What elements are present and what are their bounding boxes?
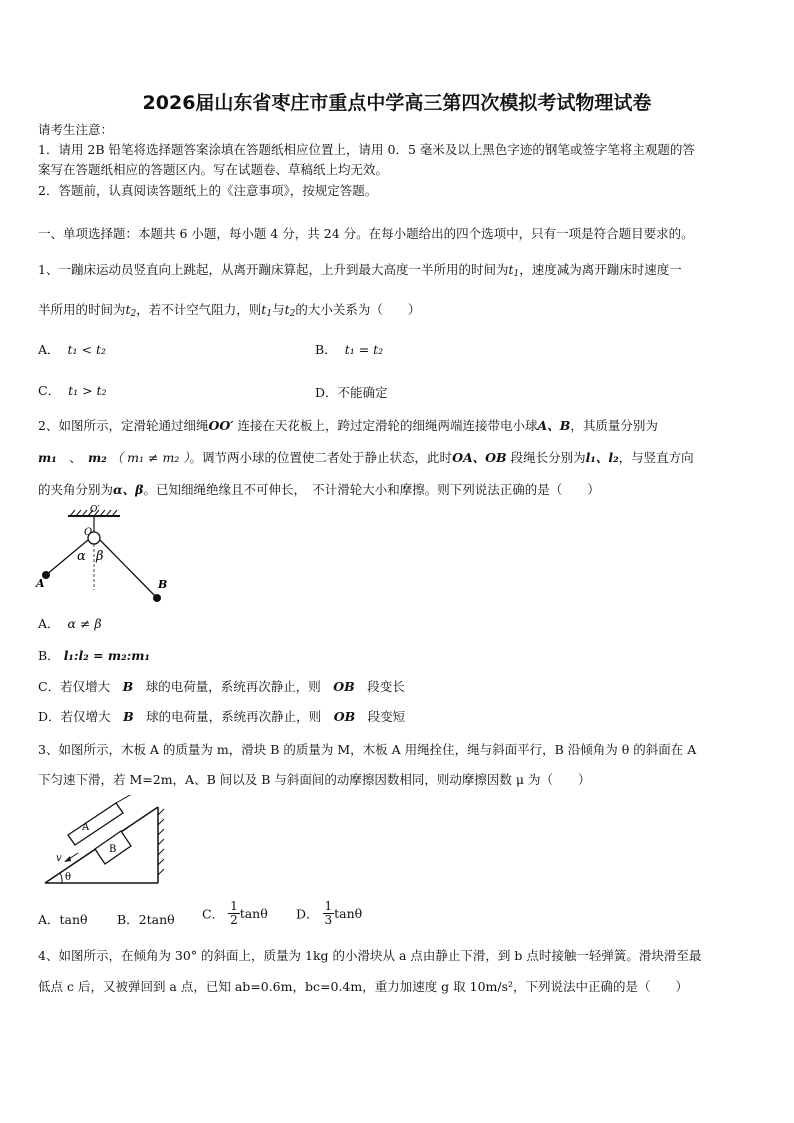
q1-option-a: A． t₁ < t₂ — [38, 342, 107, 357]
q2-option-d: D．若仅增大 B 球的电荷量，系统再次静止，则 OB 段变短 — [38, 709, 406, 724]
q4-line1: 4、如图所示，在倾角为 30° 的斜面上，质量为 1kg 的小滑块从 a 点由静止下滑，到 b 点时接触一轻弹簧。滑块滑至最 — [38, 948, 702, 963]
q2-option-c: C．若仅增大 B 球的电荷量，系统再次静止，则 OB 段变长 — [38, 679, 405, 694]
label-v: v — [56, 853, 62, 864]
label-a: A — [82, 822, 90, 833]
velocity-arrowhead — [64, 856, 71, 862]
q1-line1: 1、一蹦床运动员竖直向上跳起，从离开蹦床算起，上升到最大高度一半所用的时间为$t_1$，速度减为离开蹦床时速度一 — [38, 262, 682, 279]
q2-option-b: B． l₁:l₂ = m₂:m₁ — [38, 648, 150, 663]
q2-option-a: A． α ≠ β — [38, 616, 102, 631]
q3-option-a: A．tanθ — [38, 912, 88, 927]
q3-line1: 3、如图所示，木板 A 的质量为 m，滑块 B 的质量为 M，木板 A 用绳拴住，绳与斜面平行，B 沿倾角为 θ 的斜面在 A — [38, 742, 697, 757]
label-o: O — [84, 527, 93, 538]
q4-line2: 低点 c 后，又被弹回到 a 点，已知 ab=0.6m，bc=0.4m，重力加速度 g 取 10m/s²，下列说法中正确的是（ ） — [38, 979, 689, 994]
wall-hatch — [158, 809, 164, 875]
label-b: B — [158, 578, 168, 591]
rope-a — [116, 795, 144, 803]
notice-heading: 请考生注意： — [38, 122, 114, 137]
rope-ob — [100, 540, 157, 598]
label-o-prime: O′ — [90, 505, 100, 515]
q3-option-d: D． $\frac{1}{3}$ tanθ — [296, 899, 363, 927]
notice-item-1: 1．请用 2B 铅笔将选择题答案涂填在答题纸相应位置上，请用 0．5 毫米及以上黑色字迹的钢笔或签字笔将主观题的答 — [38, 142, 695, 157]
q3-line2: 下匀速下滑，若 M=2m，A、B 间以及 B 与斜面间的动摩擦因数相同，则动摩擦因数 μ 为（ ） — [38, 772, 591, 787]
label-b: B — [109, 844, 117, 855]
q3-option-b: B．2tanθ — [117, 912, 175, 927]
section-heading: 一、单项选择题：本题共 6 小题，每小题 4 分，共 24 分。在每小题给出的四个选项中，只有一项是符合题目要求的。 — [38, 226, 694, 241]
q1-line2: 半所用的时间为$t_2$，若不计空气阻力，则$t_1$与$t_2$的大小关系为（ ） — [38, 302, 421, 319]
ball-b — [153, 594, 161, 602]
q1-option-c: C． t₁ > t₂ — [38, 383, 107, 398]
q2-line2: m₁ 、 m₂ （ m₁ ≠ m₂ ）。调节两小球的位置使二者处于静止状态，此时OA、OB 段绳长分别为l₁、l₂，与竖直方向 — [38, 450, 694, 465]
page-title: 2026届山东省枣庄市重点中学高三第四次模拟考试物理试卷 — [142, 92, 652, 114]
label-beta: β — [96, 549, 104, 564]
q2-line3: 的夹角分别为α、β。已知细绳绝缘且不可伸长， 不计滑轮大小和摩擦。则下列说法正确的是（ ） — [38, 482, 600, 497]
q3-incline-figure — [40, 795, 165, 890]
label-alpha: α — [77, 549, 86, 564]
q3-option-c: C． $\frac{1}{2}$ tanθ — [202, 899, 268, 927]
q1-option-d: D．不能确定 — [315, 385, 388, 400]
notice-item-1-cont: 案写在答题纸相应的答题区内。写在试题卷、草稿纸上均无效。 — [38, 162, 389, 177]
q2-line1: 2、如图所示，定滑轮通过细绳OO′ 连接在天花板上，跨过定滑轮的细绳两端连接带电小球A、B，其质量分别为 — [38, 418, 658, 433]
angle-arc — [60, 873, 62, 883]
q1-option-b: B． t₁ = t₂ — [315, 342, 384, 357]
label-a: A — [36, 577, 45, 590]
notice-item-2: 2．答题前，认真阅读答题纸上的《注意事项》，按规定答题。 — [38, 183, 378, 198]
label-theta: θ — [65, 872, 72, 883]
q2-pulley-figure — [30, 500, 180, 610]
